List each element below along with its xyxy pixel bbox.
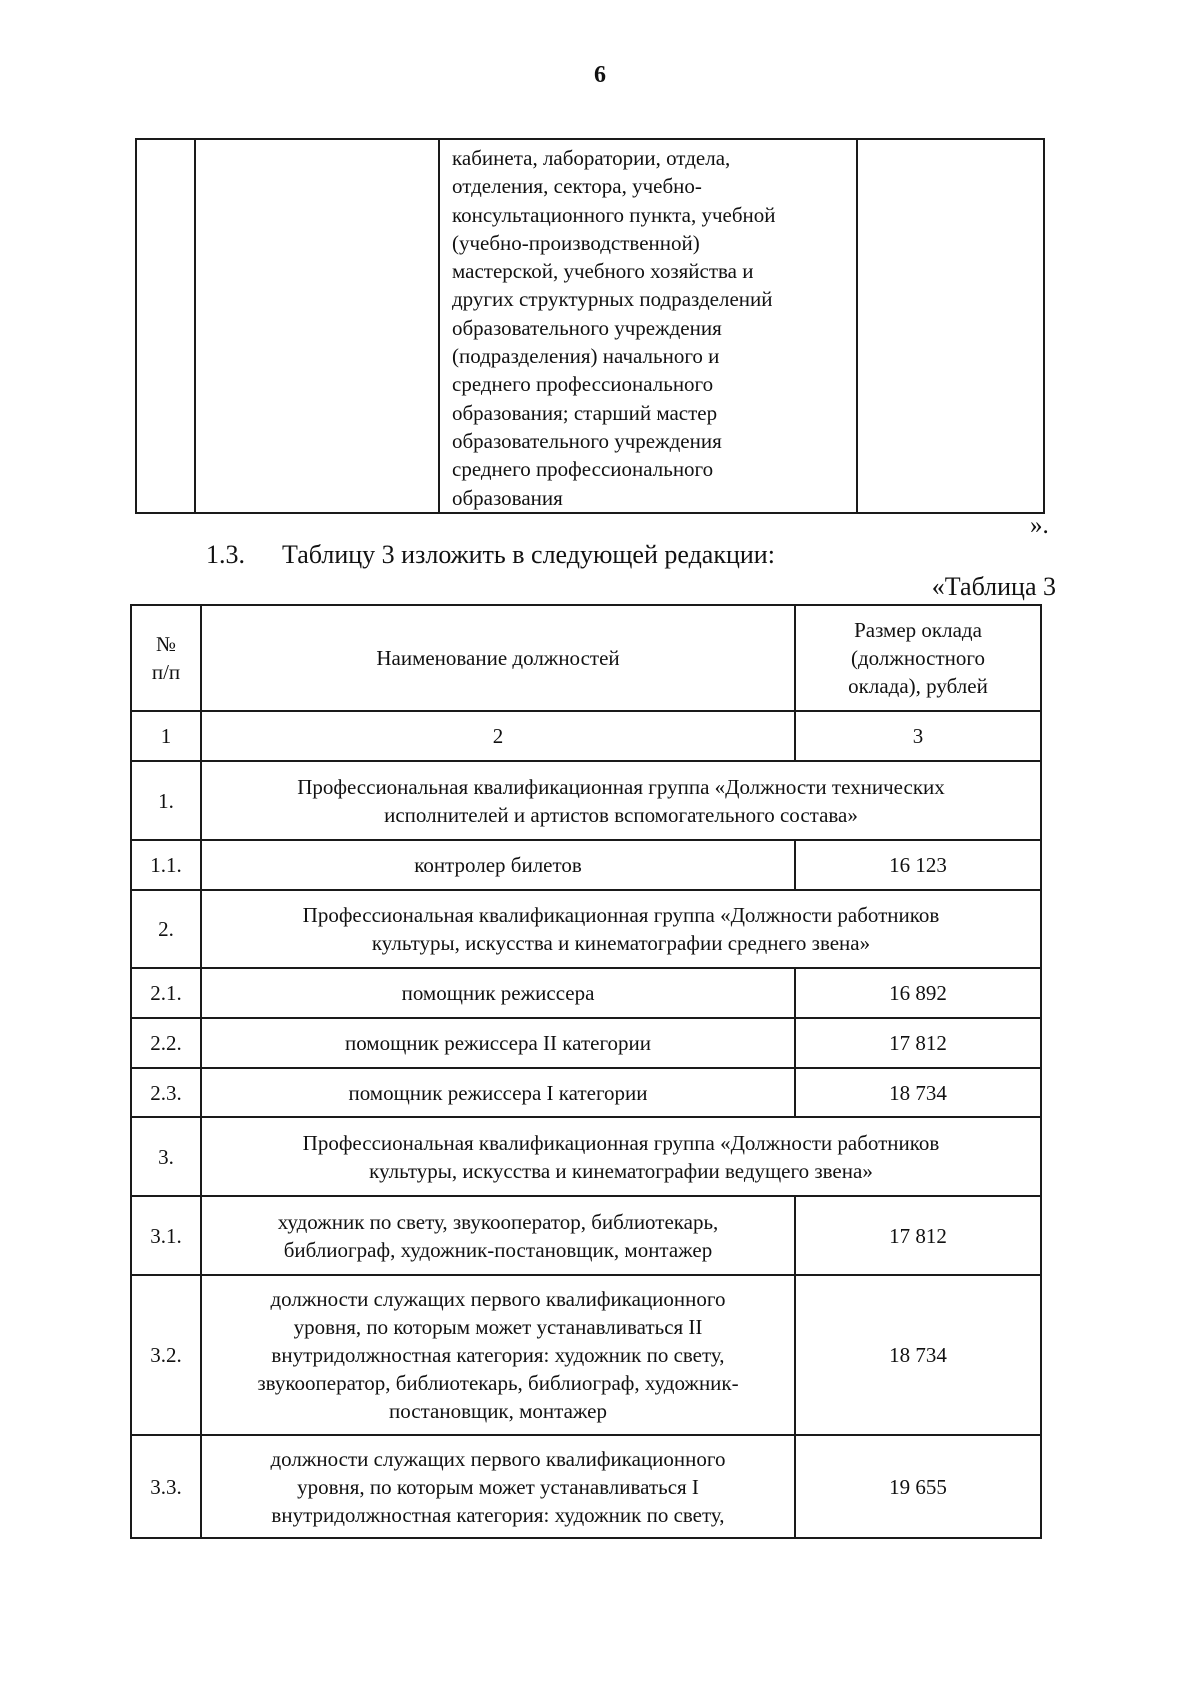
continuation-cell-text: [439, 139, 857, 513]
position-name: помощник режиссера: [201, 968, 795, 1018]
group-title: Профессиональная квалификационная группа «Должности работников культуры, искусства и кинематографии ведущего звена»: [201, 1117, 1041, 1196]
row-number: 2.2.: [131, 1018, 201, 1068]
column-number-row: [131, 711, 1041, 761]
row-number: 2.3.: [131, 1068, 201, 1117]
salary-value: 16 123: [795, 840, 1041, 890]
group-title: Профессиональная квалификационная группа «Должности работников культуры, искусства и кинематографии среднего звена»: [201, 890, 1041, 968]
salary-value: 19 655: [795, 1435, 1041, 1538]
group-row: [131, 890, 1041, 968]
header-name: Наименование должностей: [201, 605, 795, 711]
table-row: [131, 840, 1041, 890]
table-row: [131, 1068, 1041, 1117]
header-num: № п/п: [131, 605, 201, 711]
continuation-text: кабинета, лаборатории, отдела, отделения, сектора, учебно- консультационного пункта, учебной (учебно-производственной) мастерской, учебного хозяйства и других структурных подразделений образовательного учреждения (подразделения) начального и среднего профессионального образования; старший мастер образовательного учреждения среднего профессионального образования: [452, 146, 776, 510]
salary-table: [130, 604, 1042, 1539]
salary-value: 17 812: [795, 1196, 1041, 1275]
table-header-row: [131, 605, 1041, 711]
salary-value: 17 812: [795, 1018, 1041, 1068]
group-row: [131, 761, 1041, 840]
continuation-cell-salary: [857, 139, 1044, 513]
salary-value: 18 734: [795, 1275, 1041, 1435]
group-row: [131, 1117, 1041, 1196]
salary-value: 18 734: [795, 1068, 1041, 1117]
row-number: 3.3.: [131, 1435, 201, 1538]
continuation-row: [136, 139, 1044, 513]
row-number: 2.1.: [131, 968, 201, 1018]
page-number: 6: [594, 62, 606, 88]
row-number: 2.: [131, 890, 201, 968]
position-name: должности служащих первого квалификационного уровня, по которым может устанавливаться I внутридолжностная категория: художник по свету,: [201, 1435, 795, 1538]
row-number: 1.: [131, 761, 201, 840]
table-caption: «Таблица 3: [931, 572, 1056, 601]
row-number: 3.1.: [131, 1196, 201, 1275]
row-number: 3.: [131, 1117, 201, 1196]
instruction-number: 1.3.: [206, 540, 245, 569]
continuation-table: [135, 138, 1045, 514]
column-number: 2: [201, 711, 795, 761]
column-number: 1: [131, 711, 201, 761]
group-title: Профессиональная квалификационная группа «Должности технических исполнителей и артистов вспомогательного состава»: [201, 761, 1041, 840]
closing-quote-mark: ».: [1030, 512, 1049, 539]
position-name: помощник режиссера I категории: [201, 1068, 795, 1117]
table-row: [131, 1275, 1041, 1435]
position-name: помощник режиссера II категории: [201, 1018, 795, 1068]
instruction-text: Таблицу 3 изложить в следующей редакции:: [282, 540, 775, 569]
table-row: [131, 968, 1041, 1018]
continuation-cell-num: [136, 139, 195, 513]
table-row: [131, 1196, 1041, 1275]
column-number: 3: [795, 711, 1041, 761]
position-name: должности служащих первого квалификационного уровня, по которым может устанавливаться II внутридолжностная категория: художник по свету, звукооператор, библиотекарь, библиограф, художник- постановщик, монтажер: [201, 1275, 795, 1435]
continuation-cell-group: [195, 139, 439, 513]
row-number: 3.2.: [131, 1275, 201, 1435]
salary-value: 16 892: [795, 968, 1041, 1018]
table-row: [131, 1018, 1041, 1068]
header-salary: Размер оклада (должностного оклада), рублей: [795, 605, 1041, 711]
table-row: [131, 1435, 1041, 1538]
row-number: 1.1.: [131, 840, 201, 890]
amendment-instruction: [206, 540, 775, 570]
position-name: контролер билетов: [201, 840, 795, 890]
position-name: художник по свету, звукооператор, библиотекарь, библиограф, художник-постановщик, монтажер: [201, 1196, 795, 1275]
